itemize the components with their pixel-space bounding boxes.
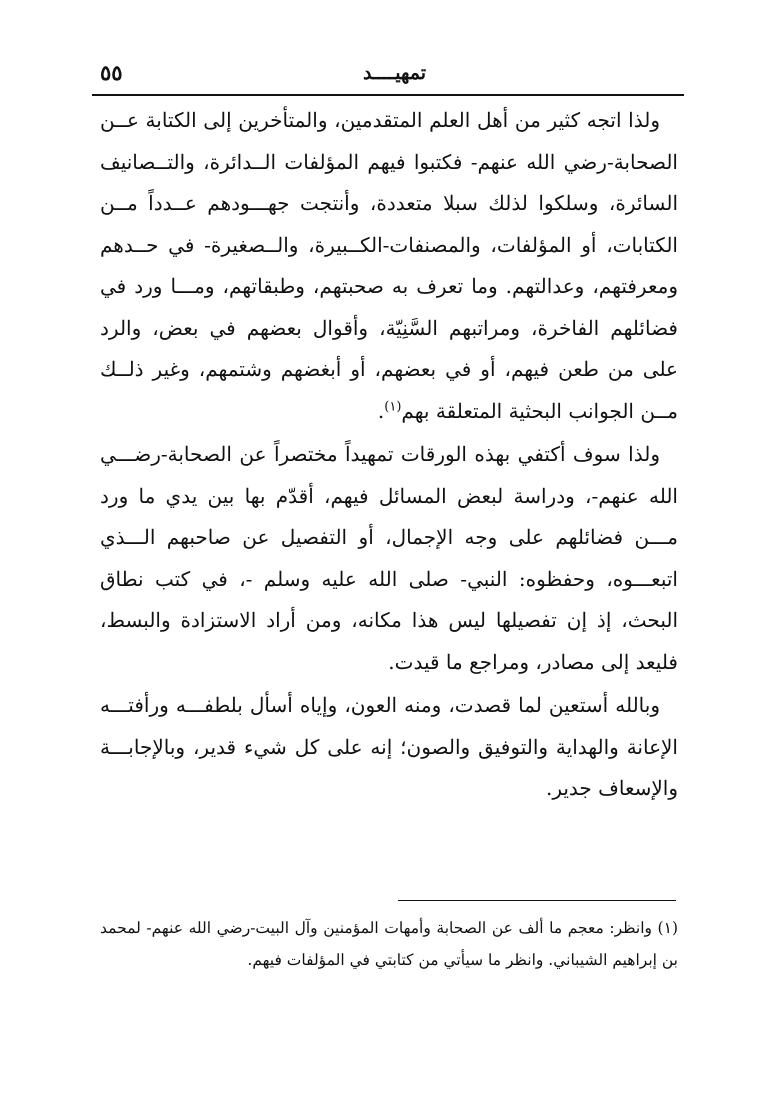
paragraph-1-text: ولذا اتجه كثير من أهل العلم المتقدمين، والمتأخرين إلى الكتابة عــن الصحابة-رضي الله عنهم- فكتبوا فيهم المؤلفات الــدائرة، والتــصانيف السائرة، وسلكوا لذلك سبلا متعددة، وأنتجت جهـــودهم عــدداً مــن الكتابات، أو المؤلفات، والمصنفات-الكــبيرة، والــصغيرة- في حــدهم ومعرفتهم، وعدالتهم. وما تعرف به صحبتهم، وطبقاتهم، ومـــا ورد في فضائلهم الفاخرة، ومراتبهم السَّنِيّة، وأقوال بعضهم في بعض، والرد على من طعن فيهم، أو في بعضهم، أو أبغضهم وشتمهم، وغير ذلــك مــن الجوانب البحثية المتعلقة بهم [100,108,678,423]
footnote: (١) وانظر: معجم ما ألف عن الصحابة وأمهات المؤمنين وآل البيت-رضي الله عنهم- لمحمد بن إبراهيم الشيباني. وانظر ما سيأتي من كتابتي في المؤلفات فيهم. [100,919,678,969]
footnote-reference: (١) [384,398,402,414]
paragraph-2: ولذا سوف أكتفي بهذه الورقات تمهيداً مختصراً عن الصحابة-رضـــي الله عنهم-، ودراسة لبعض المسائل فيهم، أقدّم بها بين يدي ما ورد مـــن فضائلهم على وجه الإجمال، أو التفصيل عن صاحبهم الـــذي اتبعـــوه، وحفظوه: النبي- صلى الله عليه وسلم -، في كتب نطاق البحث، إذ إن تفصيلها ليس هذا مكانه، ومن أراد الاستزادة والبسط، فليعد إلى مصادر، ومراجع ما قيدت. [100,442,678,674]
footnote-separator [398,900,676,901]
header-rule [92,94,684,96]
page-number: ٥٥ [100,60,123,85]
paragraph-1-end: . [377,398,385,423]
paragraph-1 [100,100,678,432]
running-header-title: تمهيــــد [362,62,426,84]
running-header [92,58,684,92]
paragraph-3: وبالله أستعين لما قصدت، ومنه العون، وإياه أسأل بلطفـــه ورأفتـــه الإعانة والهداية والتوفيق والصون؛ إنه على كل شيء قدير، وبالإجابـــة والإسعاف جدير. [100,693,678,800]
main-text [100,100,678,810]
